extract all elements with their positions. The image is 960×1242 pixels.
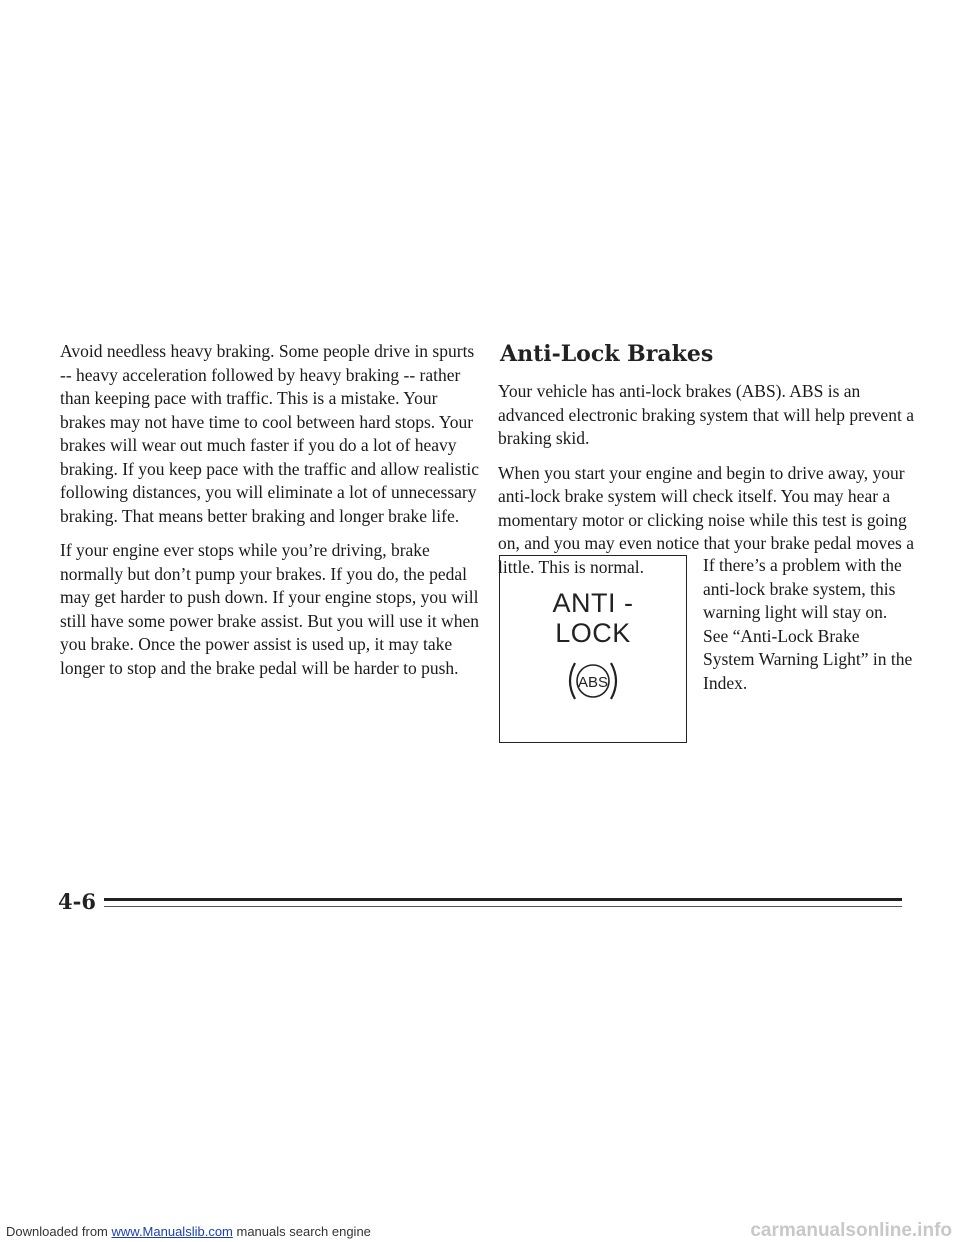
warning-light-line1: ANTI - [552, 588, 634, 618]
warning-light-description: If there’s a problem with the anti-lock brake system, this warning light will stay on. See “Anti-Lock Brake System Warning Light” in the Index. [703, 555, 913, 693]
left-column [60, 340, 480, 691]
abs-warning-icon [500, 656, 686, 711]
paragraph-heavy-braking: Avoid needless heavy braking. Some people drive in spurts -- heavy acceleration followed by heavy braking -- rather than keeping pace with traffic. This is a mistake. Your brakes may not have time to cool between hard stops. Your brakes will wear out much faster if you do a lot of heavy braking. If you keep pace with the traffic and allow realistic following distances, you will eliminate a lot of unnecessary braking. That means better braking and longer brake life. [60, 341, 480, 526]
download-watermark [6, 1224, 371, 1239]
anti-lock-warning-light [499, 555, 687, 743]
paragraph-abs-check: When you start your engine and begin to drive away, your anti-lock brake system will check itself. You may hear a momentary motor or clicking noise while this test is going on, and you may even notice that your brake pedal moves a little. This is normal. [498, 462, 914, 577]
watermark-prefix: Downloaded from [6, 1224, 112, 1239]
watermark-link[interactable]: www.Manualslib.com [111, 1224, 233, 1239]
footer-rule-thick [104, 898, 902, 901]
section-heading: Anti-Lock Brakes [500, 341, 714, 367]
page-number: 4-6 [58, 889, 96, 914]
right-column [498, 340, 918, 590]
abs-icon-label: ABS [577, 674, 609, 691]
site-watermark: carmanualsonline.info [750, 1220, 952, 1241]
warning-light-line2: LOCK [555, 618, 631, 648]
paragraph-abs-intro: Your vehicle has anti-lock brakes (ABS). ABS is an advanced electronic braking system that will help prevent a braking skid. [498, 381, 914, 448]
paragraph-engine-stops: If your engine ever stops while you’re driving, brake normally but don’t pump your brakes. If you do, the pedal may get harder to push down. If your engine stops, you will still have some power brake assist. But you will use it when you brake. Once the power assist is used up, it may take longer to stop and the brake pedal will be harder to push. [60, 540, 479, 678]
watermark-suffix: manuals search engine [232, 1224, 371, 1239]
footer-rule-thin [104, 906, 902, 907]
